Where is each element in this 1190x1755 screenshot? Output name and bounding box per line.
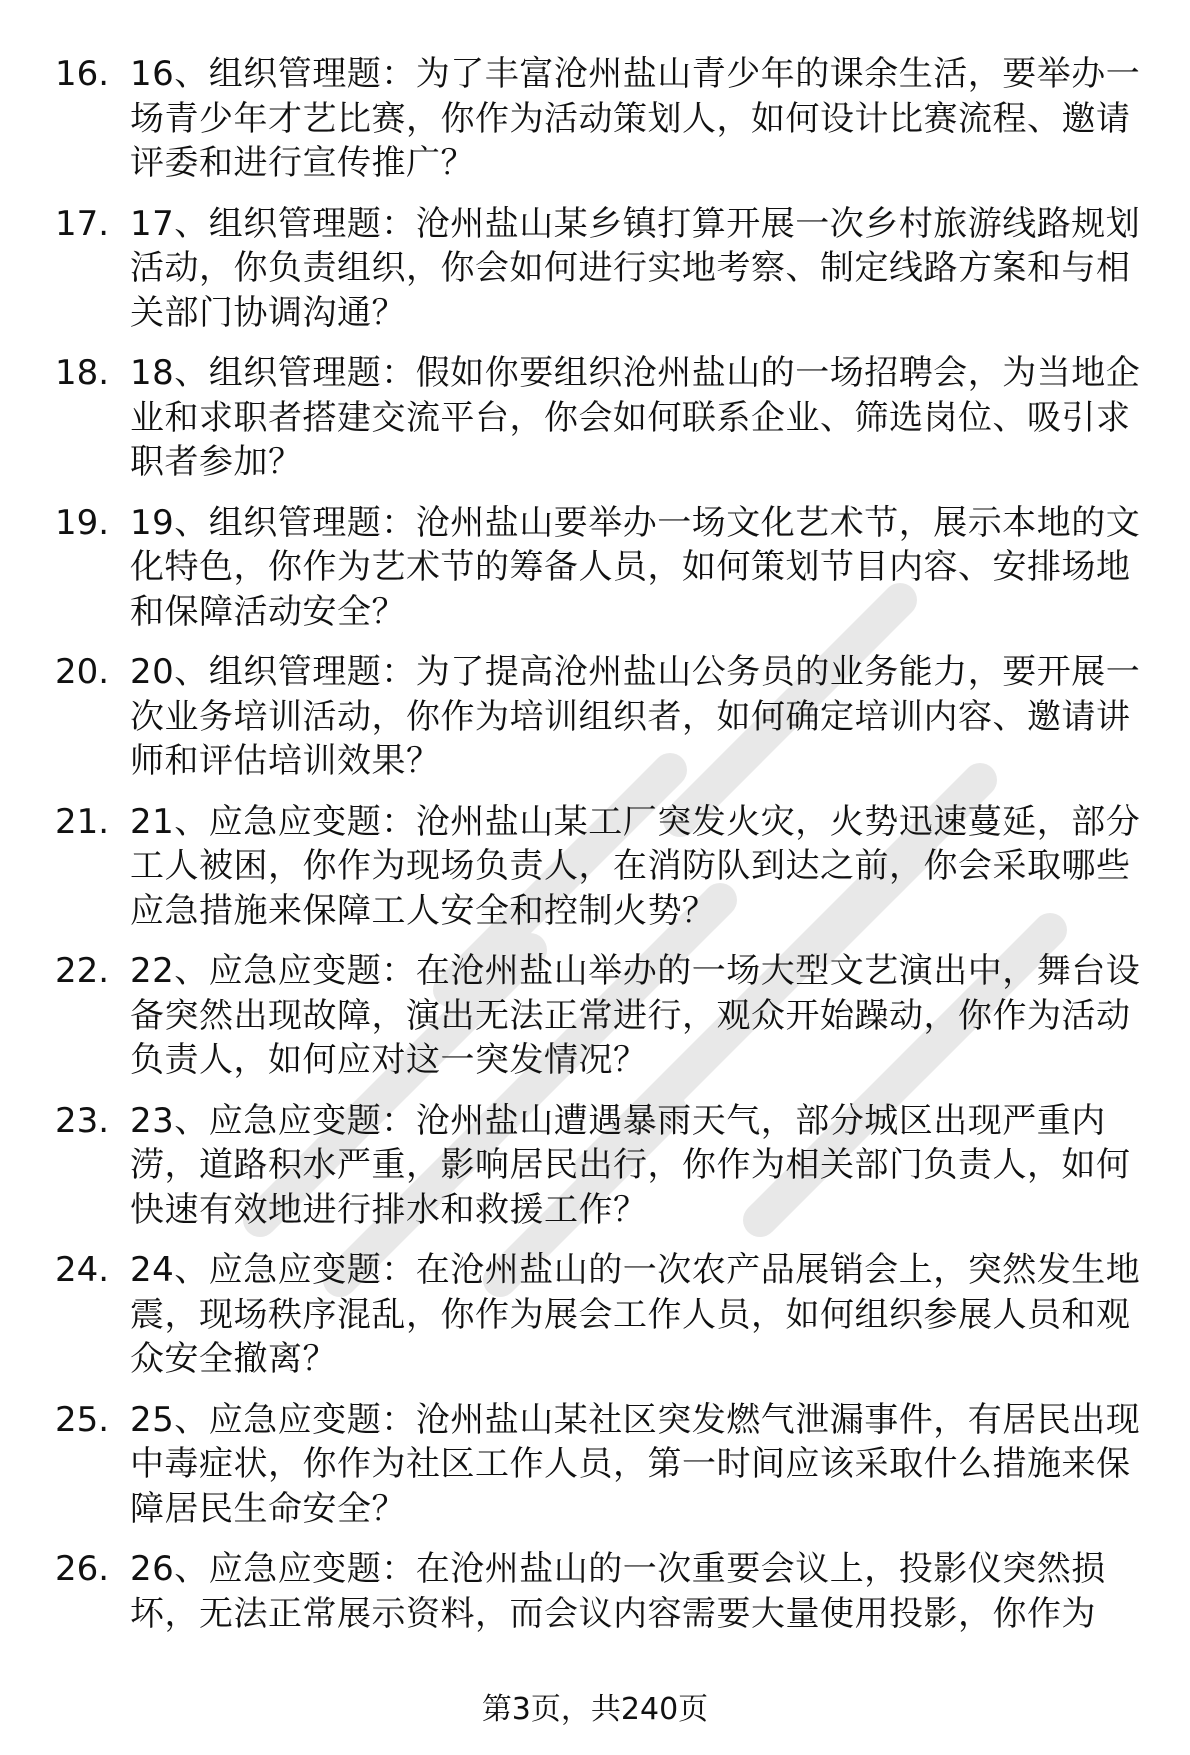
list-item bbox=[55, 949, 1145, 1083]
list-item bbox=[55, 650, 1145, 784]
item-text: 22、应急应变题：在沧州盐山举办的一场大型文艺演出中，舞台设备突然出现故障，演出无法正常进行，观众开始躁动，你作为活动负责人，如何应对这一突发情况？ bbox=[130, 951, 1141, 1080]
item-number: 26. bbox=[55, 1549, 110, 1589]
item-text: 16、组织管理题：为了丰富沧州盐山青少年的课余生活，要举办一场青少年才艺比赛，你作为活动策划人，如何设计比赛流程、邀请评委和进行宣传推广？ bbox=[130, 54, 1141, 183]
item-text: 20、组织管理题：为了提高沧州盐山公务员的业务能力，要开展一次业务培训活动，你作为培训组织者，如何确定培训内容、邀请讲师和评估培训效果？ bbox=[130, 652, 1141, 781]
item-number: 23. bbox=[55, 1100, 110, 1141]
item-number: 25. bbox=[55, 1399, 110, 1440]
item-number: 20. bbox=[55, 652, 110, 692]
list-item bbox=[55, 800, 1145, 934]
item-number: 16. bbox=[55, 54, 110, 94]
item-text: 18、组织管理题：假如你要组织沧州盐山的一场招聘会，为当地企业和求职者搭建交流平台，你会如何联系企业、筛选岗位、吸引求职者参加？ bbox=[130, 353, 1141, 482]
list-item bbox=[55, 1099, 1145, 1233]
item-text: 25、应急应变题：沧州盐山某社区突发燃气泄漏事件，有居民出现中毒症状，你作为社区工作人员，第一时间应该采取什么措施来保障居民生命安全？ bbox=[130, 1399, 1141, 1529]
item-text: 24、应急应变题：在沧州盐山的一次农产品展销会上，突然发生地震，现场秩序混乱，你作为展会工作人员，如何组织参展人员和观众安全撤离？ bbox=[130, 1250, 1141, 1379]
item-text: 26、应急应变题：在沧州盐山的一次重要会议上，投影仪突然损坏，无法正常展示资料，而会议内容需要大量使用投影，你作为 bbox=[130, 1549, 1106, 1634]
list-item bbox=[55, 1248, 1145, 1382]
list-item bbox=[55, 1547, 1145, 1636]
question-list bbox=[55, 52, 1145, 1652]
item-number: 24. bbox=[55, 1250, 110, 1290]
item-number: 18. bbox=[55, 353, 110, 393]
item-text: 17、组织管理题：沧州盐山某乡镇打算开展一次乡村旅游线路规划活动，你负责组织，你会如何进行实地考察、制定线路方案和与相关部门协调沟通？ bbox=[130, 203, 1141, 333]
list-item bbox=[55, 501, 1145, 635]
page-footer: 第3页，共240页 bbox=[481, 1692, 709, 1727]
list-item bbox=[55, 351, 1145, 485]
item-number: 19. bbox=[55, 502, 110, 543]
item-number: 17. bbox=[55, 203, 110, 244]
item-text: 23、应急应变题：沧州盐山遭遇暴雨天气，部分城区出现严重内涝，道路积水严重，影响居民出行，你作为相关部门负责人，如何快速有效地进行排水和救援工作？ bbox=[130, 1100, 1131, 1230]
item-number: 21. bbox=[55, 801, 110, 842]
item-text: 19、组织管理题：沧州盐山要举办一场文化艺术节，展示本地的文化特色，你作为艺术节的筹备人员，如何策划节目内容、安排场地和保障活动安全？ bbox=[130, 502, 1141, 632]
item-number: 22. bbox=[55, 951, 110, 991]
list-item bbox=[55, 1398, 1145, 1532]
list-item bbox=[55, 202, 1145, 336]
item-text: 21、应急应变题：沧州盐山某工厂突发火灾，火势迅速蔓延，部分工人被困，你作为现场负责人，在消防队到达之前，你会采取哪些应急措施来保障工人安全和控制火势？ bbox=[130, 801, 1141, 931]
list-item bbox=[55, 52, 1145, 186]
